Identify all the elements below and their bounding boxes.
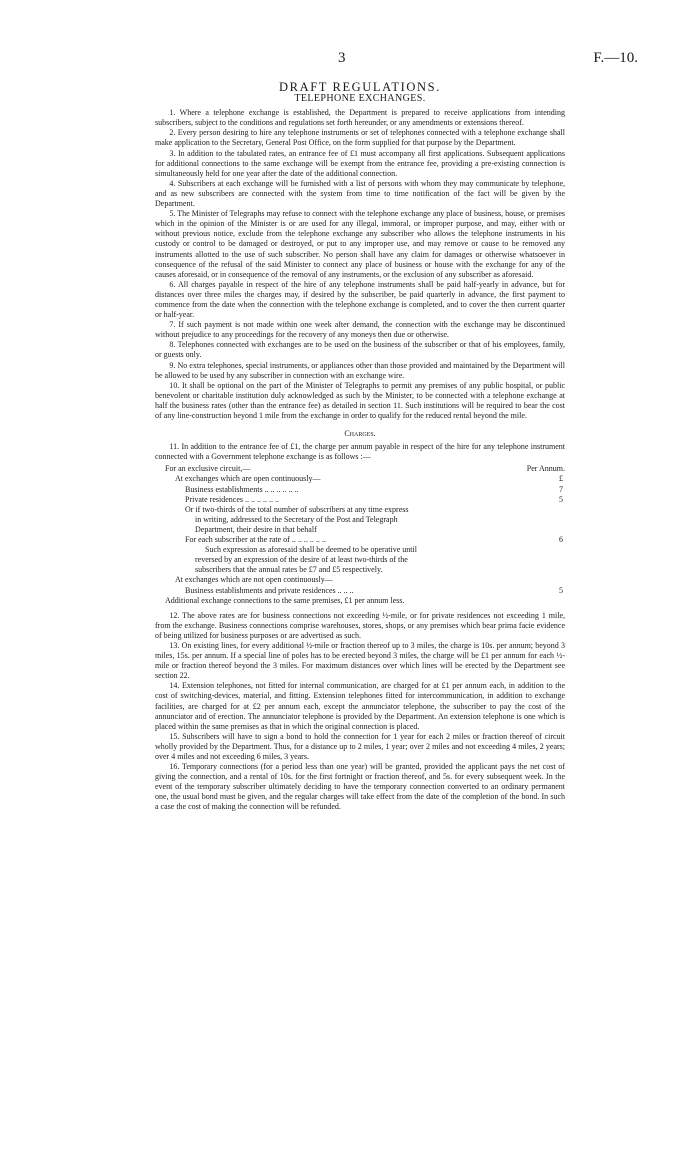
rate-pound-symbol: £: [559, 474, 563, 484]
regulation-6: 6. All charges payable in respect of the hire of any telephone instruments shall be paid half-yearly in advance, but for distances over three miles the charges may, if desired by the subscriber, be paid quarterly in advance, the first payment to commence from the date when the connection with the telephone exchange is completed, and to cover the then current quarter or half-year.: [155, 279, 565, 320]
regulation-15: 15. Subscribers will have to sign a bond to hold the connection for 1 year for each 2 miles or fraction thereof of circuit wholly provided by the Department. Thus, for a distance up to 2 miles, 1 year; over 2 miles and not exceeding 4 miles, 2 years; over 4 miles and not exceeding 6 miles, 3 years.: [155, 731, 565, 761]
rate-business-label: Business establishments: [185, 484, 263, 494]
rate-open-continuously: At exchanges which are open continuously—: [175, 474, 321, 484]
rate-business-leader: .. .. .. .. .. ..: [262, 484, 299, 494]
rate-not-open-continuously: At exchanges which are not open continuously—: [175, 575, 333, 585]
rate-private-value: 5: [559, 494, 563, 504]
rate-business-private-label: Business establishments and private residences: [185, 585, 336, 595]
rate-expression-line-1: Such expression as aforesaid shall be deemed to be operative until: [205, 545, 417, 555]
rate-additional-connections: Additional exchange connections to the same premises, £1 per annum less.: [165, 595, 405, 605]
rate-two-thirds-line-3: Department, their desire in that behalf: [195, 524, 317, 534]
regulation-2: 2. Every person desiring to hire any telephone instruments or set of telephones connected with a telephone exchange shall make application to the Secretary, General Post Office, on the form supplied for that purpose by the Department.: [155, 128, 565, 148]
rate-each-subscriber-label: For each subscriber at the rate of: [185, 535, 290, 545]
regulation-14: 14. Extension telephones, not fitted for internal communication, are charged for at £1 per annum each, in addition to the cost of switching-devices, material, and fitting. Extension telephones fitted for intercommunication, in addition to exchange facilities, are charged for at £2 per annum each, except the annunciator telephone, the subscriber to pay the cost of the annunciator and of erection. The annunciator telephone is provided by the Department. An extension telephone is one which is placed within the same premises as that in which the original connection is placed.: [155, 681, 565, 731]
regulation-4: 4. Subscribers at each exchange will be furnished with a list of persons with whom they may communicate by telephone, and as new subscribers are connected with the system from time to time notification of the fact will be given by the Department.: [155, 178, 565, 209]
rate-business-value: 7: [559, 484, 563, 494]
document-title: DRAFT REGULATIONS.: [279, 80, 441, 94]
rate-each-subscriber-leader: .. .. .. .. .. ..: [289, 535, 326, 545]
rate-expression-line-2: reversed by an expression of the desire of at least two-thirds of the: [195, 555, 408, 565]
rate-two-thirds-line-2: in writing, addressed to the Secretary of the Post and Telegraph: [195, 514, 398, 524]
rate-business-private-value: 5: [559, 585, 563, 595]
regulation-11: 11. In addition to the entrance fee of £1, the charge per annum payable in respect of the hire for any telephone instrument connected with a Government telephone exchange is as follows :—: [155, 442, 565, 462]
regulation-10: 10. It shall be optional on the part of the Minister of Telegraphs to permit any premises of any public hospital, or public benevolent or charitable institution duly acknowledged as such by the Minister, to be connected with a telephone exchange at half the business rates (other than the entrance fee) as detailed in section 11. Such institutions will be required to bear the cost of any line-construction beyond 1 mile from the exchange in order to qualify for the reduced rental beyond the mile.: [155, 380, 565, 420]
regulation-8: 8. Telephones connected with exchanges are to be used on the business of the subscriber or that of his employees, family, or guests only.: [155, 340, 565, 360]
regulation-1: 1. Where a telephone exchange is established, the Department is prepared to receive applications from intending subscribers, subject to the conditions and regulations set forth hereunder, or any amendments or extensions thereof.: [155, 108, 565, 128]
regulation-13: 13. On existing lines, for every additional ½-mile or fraction thereof up to 3 miles, the charge is 10s. per annum; beyond 3 miles, 15s. per annum. If a special line of poles has to be erected beyond 3 miles, the charge will be £1 per annum for each ½-mile or fraction thereof beyond the 3 miles. For maximum distances over which lines will be erected by the Department see section 22.: [155, 640, 565, 681]
regulation-3: 3. In addition to the tabulated rates, an entrance fee of £1 must accompany all first applications. Subsequent applications for additional connections to the same exchange will be exempt from the entrance fee, providing a pre-existing connection is simultaneously held for one year after the date of the additional connection.: [155, 148, 565, 178]
regulation-5: 5. The Minister of Telegraphs may refuse to connect with the telephone exchange any place of business, house, or premises which in the opinion of the Minister is or are used for any illegal, immoral, or improper purpose, and may, either with or without previous notice, exclude from the telephone exchange any subscriber who allows the telephone instruments in his custody or control to be damaged or destroyed, or put to any improper use, and may remove or cause to be removed any instruments allotted to the use of such subscriber. No person shall have any claim for damages or otherwise whatsoever in consequence of the refusal of the said Minister to connect any place of business or house with the exchange for any of the causes aforesaid, or in consequence of the removal of any instruments, or the exclusion of any subscriber as aforesaid.: [155, 209, 565, 279]
rate-two-thirds-line-1: Or if two-thirds of the total number of subscribers at any time express: [185, 504, 409, 514]
rate-each-subscriber-value: 6: [559, 535, 563, 545]
regulation-12: 12. The above rates are for business connections not exceeding ½-mile, or for private residences not exceeding 1 mile, from the exchange. Business connections comprise warehouses, stores, shops, or any premises which bear prima facie evidence of being utilized for business purposes or are advertised as such.: [155, 610, 565, 640]
rate-business-private-leader: .. .. ..: [335, 585, 354, 595]
rate-private-leader: .. .. .. .. .. ..: [242, 494, 279, 504]
regulation-7: 7. If such payment is not made within one week after demand, the connection with the exchange may be discontinued without prejudice to any proceedings for the recovery of any moneys then due or otherwise.: [155, 320, 565, 340]
document-body: [155, 82, 565, 813]
rates-table: [155, 464, 565, 605]
rate-exclusive-circuit: For an exclusive circuit,—: [165, 464, 251, 474]
regulation-9: 9. No extra telephones, special instruments, or appliances other than those provided and maintained by the Department will be allowed to be used by any subscriber in connection with an exchange wire.: [155, 360, 565, 380]
rate-expression-line-3: subscribers that the annual rates be £7 and £5 respectively.: [195, 565, 383, 575]
document-subtitle: TELEPHONE EXCHANGES.: [294, 93, 426, 105]
regulation-16: 16. Temporary connections (for a period less than one year) will be granted, provided the applicant pays the net cost of giving the connection, and a rental of 10s. for the first fortnight or fraction thereof, and 5s. for every subsequent week. In the event of the temporary subscriber ultimately deciding to have the temporary connection converted to an ordinary permanent one, the usual bond must be given, and the regular charges will take effect from the date of the completion of the bond. In such a case the cost of making the connection will be refunded.: [155, 762, 565, 812]
page-number: 3: [338, 50, 346, 66]
charges-heading: Charges.: [344, 429, 376, 439]
rate-private-label: Private residences: [185, 494, 243, 504]
rate-per-annum-header: Per Annum.: [526, 464, 565, 474]
document-reference: F.—10.: [593, 50, 638, 66]
